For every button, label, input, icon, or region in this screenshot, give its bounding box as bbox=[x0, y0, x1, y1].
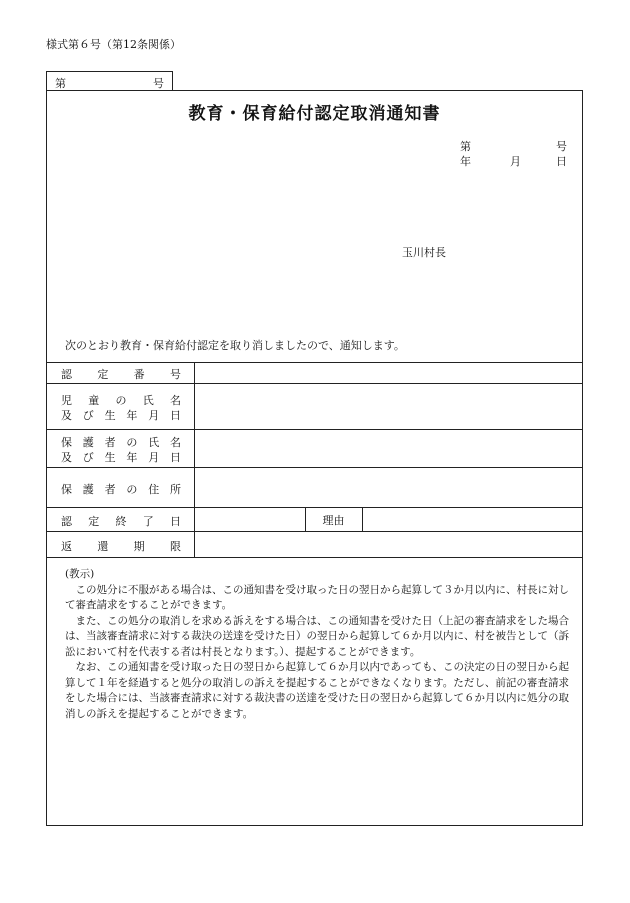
date-month: 月 bbox=[510, 155, 521, 168]
row-label-char: 生 bbox=[104, 409, 116, 422]
row-label-char: 氏 bbox=[148, 436, 160, 449]
row-label-char: の bbox=[126, 436, 138, 449]
row-label-char: の bbox=[126, 482, 138, 496]
date-year: 年 bbox=[460, 155, 471, 168]
top-number-suffix: 号 bbox=[153, 77, 164, 90]
table-row bbox=[47, 362, 582, 383]
row-label-char: び bbox=[82, 451, 94, 464]
notice-paragraph: また、この処分の取消しを求める訴えをする場合は、この通知書を受けた日（上記の審査請求をした場合は、当該審査請求に対する裁決の送達を受けた日）の翌日から起算して６か月以内に、村を被告として（訴訟において村を代表する者は村長となります。）、提起することができます。 bbox=[65, 614, 569, 658]
row-label-char: 者 bbox=[104, 436, 116, 449]
row-label-char: 名 bbox=[170, 394, 181, 407]
row-label-char: 定 bbox=[88, 514, 100, 528]
row-label-char: 番 bbox=[133, 368, 145, 381]
row-label-char: 認 bbox=[61, 514, 72, 528]
row-label-char: 児 bbox=[61, 394, 72, 407]
document-date bbox=[460, 153, 567, 167]
row-label-char: 年 bbox=[126, 409, 138, 422]
reason-divider-right bbox=[362, 508, 363, 531]
row-label-char: 氏 bbox=[142, 394, 154, 407]
row-label-char: 期 bbox=[133, 540, 145, 553]
document-number-prefix: 第 bbox=[460, 140, 471, 153]
table-row bbox=[47, 467, 582, 507]
row-label-line bbox=[61, 366, 181, 382]
table-row bbox=[47, 429, 582, 467]
document-number bbox=[460, 138, 567, 152]
form-label: 様式第６号（第12条関係） bbox=[46, 38, 181, 51]
intro-text: 次のとおり教育・保育給付認定を取り消しましたので、通知します。 bbox=[65, 339, 405, 352]
row-label-char: 者 bbox=[104, 482, 116, 496]
row-label-char: 還 bbox=[97, 540, 109, 553]
table-row bbox=[47, 383, 582, 429]
row-label-char: 月 bbox=[148, 409, 160, 422]
row-label-char: 生 bbox=[104, 451, 116, 464]
row-label bbox=[47, 532, 195, 557]
row-label bbox=[47, 508, 195, 531]
row-label-char: 及 bbox=[61, 451, 72, 464]
row-label-char: 返 bbox=[61, 540, 72, 553]
row-label-line bbox=[61, 449, 181, 465]
row-label-char: 及 bbox=[61, 409, 72, 422]
row-label-char: び bbox=[82, 409, 94, 422]
notice-paragraph: なお、この通知書を受け取った日の翌日から起算して６か月以内であっても、この決定の日の翌日から起算して１年を経過すると処分の取消しの訴えを提起することができなくなります。ただし、前記の審査請求をした場合には、当該審査請求に対する裁決書の送達を受けた日の翌日から起算して６か月以内に処分の取消しの訴えを提起することができます。 bbox=[65, 661, 569, 720]
row-label-char: 年 bbox=[126, 451, 138, 464]
table-row bbox=[47, 531, 582, 558]
row-label-line bbox=[61, 538, 181, 554]
row-label-line bbox=[61, 434, 181, 450]
reason-label: 理由 bbox=[322, 513, 345, 527]
row-label-line bbox=[61, 481, 181, 497]
row-label-char: 保 bbox=[61, 482, 72, 496]
row-label-char: 日 bbox=[169, 409, 181, 422]
row-label-char: 定 bbox=[97, 368, 109, 381]
row-label-char: 住 bbox=[148, 482, 160, 496]
row-label-char: 名 bbox=[169, 436, 181, 449]
row-label-char: 日 bbox=[170, 514, 181, 528]
document-title: 教育・保育給付認定取消通知書 bbox=[188, 104, 441, 124]
notice-heading: (教示) bbox=[65, 568, 95, 580]
table-row bbox=[47, 507, 582, 531]
row-label-char: 月 bbox=[148, 451, 160, 464]
row-label-char: 号 bbox=[169, 368, 181, 381]
row-label-char: 護 bbox=[82, 482, 94, 496]
row-label-char: 所 bbox=[169, 482, 181, 496]
row-label-line bbox=[61, 392, 181, 408]
document-number-suffix: 号 bbox=[556, 140, 567, 153]
row-label bbox=[47, 363, 195, 383]
row-label-line bbox=[61, 513, 181, 529]
top-number-prefix: 第 bbox=[55, 77, 66, 90]
row-label-char: 日 bbox=[169, 451, 181, 464]
row-label-char: 護 bbox=[82, 436, 94, 449]
row-label bbox=[47, 384, 195, 429]
mayor-name: 玉川村長 bbox=[402, 246, 446, 259]
row-label-char: 限 bbox=[169, 540, 181, 553]
row-label-char: 了 bbox=[142, 514, 154, 528]
row-label-char: 認 bbox=[61, 368, 72, 381]
date-day: 日 bbox=[556, 155, 567, 168]
notice-section bbox=[65, 567, 569, 722]
row-label-char: 童 bbox=[88, 394, 100, 407]
row-label-char: 終 bbox=[115, 514, 127, 528]
row-label-line bbox=[61, 407, 181, 423]
row-label bbox=[47, 468, 195, 507]
row-label-char: の bbox=[115, 394, 127, 407]
row-label-char: 保 bbox=[61, 436, 72, 449]
row-label bbox=[47, 430, 195, 467]
top-number-box bbox=[46, 71, 173, 91]
notice-paragraph: この処分に不服がある場合は、この通知書を受け取った日の翌日から起算して３か月以内に、村長に対して審査請求をすることができます。 bbox=[65, 583, 569, 611]
notice-frame bbox=[46, 90, 583, 826]
